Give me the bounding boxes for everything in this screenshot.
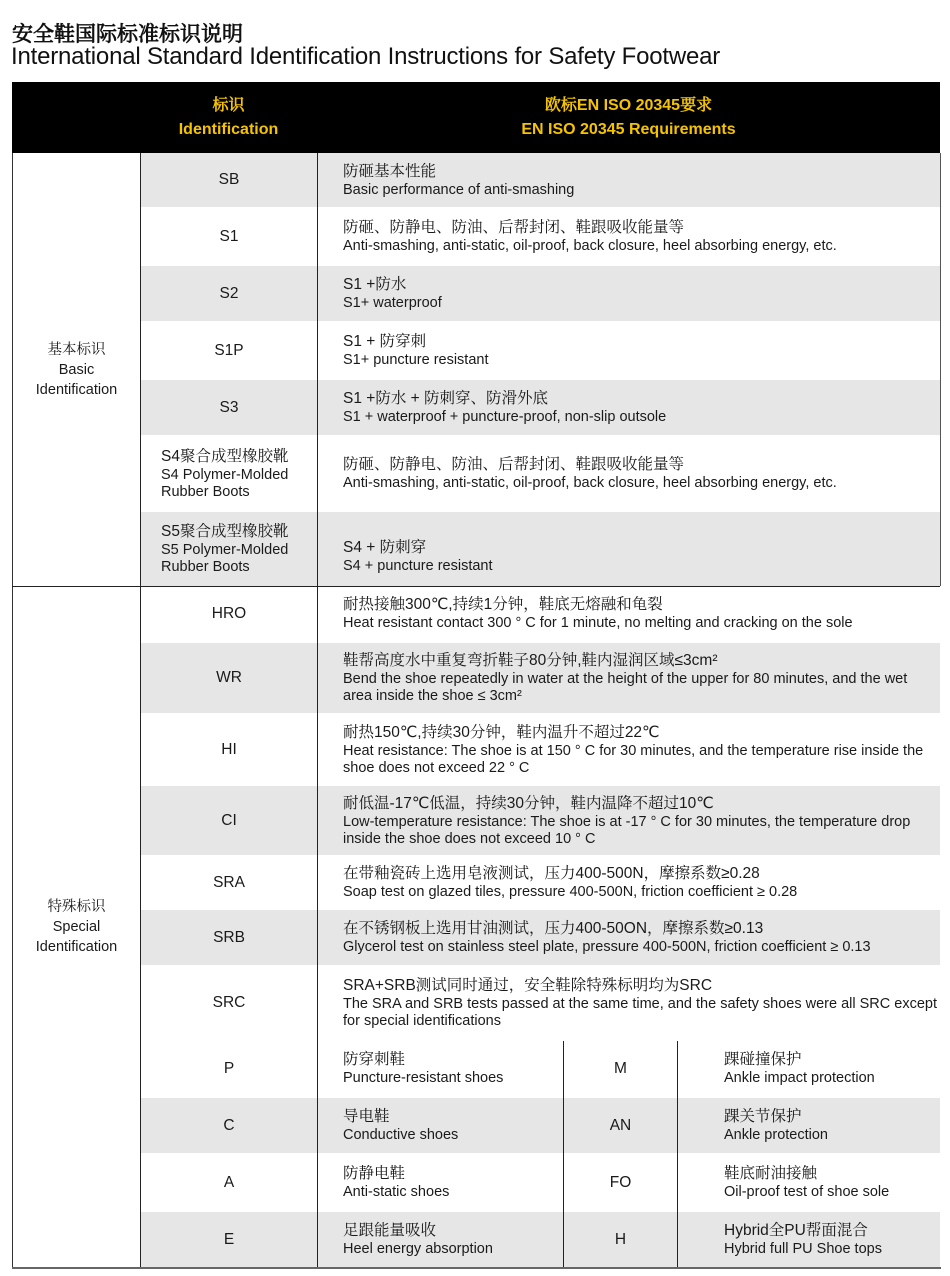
requirement-zh: 足跟能量吸收: [343, 1222, 437, 1239]
code-label: M: [614, 1059, 627, 1077]
code-label: AN: [609, 1116, 632, 1134]
code-label: FO: [609, 1173, 632, 1191]
header-identification: [140, 94, 317, 142]
requirement-en: Bend the shoe repeatedly in water at the height of the upper for 80 minutes, and the wet area inside the shoe ≤ 3cm²: [343, 671, 908, 704]
requirement-en: Glycerol test on stainless steel plate, pressure 400-500N, friction coefficient ≥ 0.13: [343, 939, 871, 955]
code-label: SRB: [213, 928, 245, 946]
requirement-zh: SRA+SRB测试同时通过，安全鞋除特殊标明均为SRC: [343, 977, 713, 994]
code-en-line1: S4 Polymer-Molded: [161, 466, 289, 483]
requirement-zh: 防砸基本性能: [343, 162, 437, 180]
requirement-en: Ankle protection: [724, 1127, 828, 1143]
header-id-en: Identification: [178, 121, 279, 138]
requirement-zh: 鞋帮高度水中重复弯折鞋子80分钟,鞋内湿润区域≤3cm²: [343, 652, 718, 669]
code-label: H: [614, 1230, 627, 1248]
requirement-description: [318, 967, 940, 1039]
identification-code: [141, 910, 317, 965]
identification-code: [141, 153, 317, 207]
code-label: HI: [221, 740, 237, 758]
requirement-zh: 在带釉瓷砖上选用皂液测试，压力400-500N，摩擦系数≥0.28: [343, 865, 760, 882]
requirement-description: [318, 910, 940, 965]
requirement-description: [318, 786, 940, 855]
requirement-zh: 耐热接触300℃,持续1分钟，鞋底无熔融和龟裂: [343, 596, 663, 613]
header-requirements: [317, 94, 940, 142]
requirement-description: [318, 715, 940, 784]
code-label: HRO: [211, 604, 247, 622]
requirement-en: The SRA and SRB tests passed at the same time, and the safety shoes were all SRC except for special identifications: [343, 996, 937, 1029]
code-label: P: [223, 1059, 235, 1077]
requirement-zh: 防砸、防静电、防油、后帮封闭、鞋跟吸收能量等: [343, 456, 685, 473]
code-label: WR: [216, 669, 242, 686]
requirement-zh: 踝碰撞保护: [724, 1051, 802, 1068]
code-label: SRC: [212, 994, 246, 1011]
requirement-description: [318, 266, 940, 321]
requirement-en: Basic performance of anti-smashing: [343, 181, 575, 198]
group-special-en1: Special: [52, 918, 101, 935]
requirement-zh: 鞋底耐油接触: [724, 1165, 818, 1182]
requirement-description: [318, 1212, 563, 1267]
requirement-zh: 踝关节保护: [724, 1108, 802, 1125]
requirement-en: Hybrid full PU Shoe tops: [724, 1241, 882, 1257]
requirement-description: [318, 153, 940, 207]
table-header: [12, 82, 940, 153]
requirement-en: Soap test on glazed tiles, pressure 400-500N, friction coefficient ≥ 0.28: [343, 884, 798, 900]
code-label: A: [223, 1173, 235, 1191]
requirement-en: Anti-static shoes: [343, 1184, 450, 1200]
requirement-zh: 防穿刺鞋: [343, 1051, 406, 1068]
requirement-en: Ankle impact protection: [724, 1070, 875, 1086]
identification-code: [141, 786, 317, 855]
requirement-description: [678, 1041, 940, 1096]
requirement-zh: 防砸、防静电、防油、后帮封闭、鞋跟吸收能量等: [343, 219, 685, 236]
identification-code: [141, 967, 317, 1039]
requirement-description: [318, 1098, 563, 1153]
requirement-zh: 导电鞋: [343, 1108, 390, 1125]
header-req-zh: 欧标EN ISO 20345要求: [544, 97, 713, 114]
requirement-description: [318, 643, 940, 713]
code-label: C: [223, 1116, 235, 1134]
requirement-description: [318, 1041, 563, 1096]
title-zh: 安全鞋国际标准标识说明: [12, 23, 243, 46]
identification-code: [564, 1155, 677, 1210]
identification-code: [141, 323, 317, 378]
code-label: SRA: [213, 873, 245, 891]
group-basic: [12, 153, 140, 586]
identification-code: [141, 512, 317, 586]
requirement-description: [678, 1212, 940, 1267]
group-basic-en1: Basic: [58, 361, 95, 378]
code-en-line2: Rubber Boots: [161, 483, 250, 500]
requirement-en: Heel energy absorption: [343, 1241, 493, 1257]
requirement-description: [318, 857, 940, 908]
identification-code: [141, 643, 317, 713]
header-id-zh: 标识: [212, 97, 245, 114]
code-label: E: [223, 1230, 235, 1248]
identification-code: [141, 857, 317, 908]
requirement-description: [318, 512, 940, 586]
requirement-description: [318, 209, 940, 264]
requirement-zh: S1 +防水: [343, 276, 407, 293]
requirement-zh: 耐热150℃,持续30分钟，鞋内温升不超过22℃: [343, 723, 660, 741]
requirement-description: [678, 1155, 940, 1210]
requirement-zh: S4 + 防刺穿: [343, 538, 427, 556]
requirement-zh: Hybrid全PU帮面混合: [724, 1222, 868, 1239]
requirement-en: S1+ puncture resistant: [343, 352, 489, 368]
divider: [12, 586, 940, 587]
divider: [940, 153, 941, 586]
requirement-en: Conductive shoes: [343, 1127, 459, 1143]
identification-code: [564, 1212, 677, 1267]
requirement-zh: 在不锈钢板上选用甘油测试，压力400-50ON，摩擦系数≥0.13: [343, 920, 764, 937]
code-en-line1: S5 Polymer-Molded: [161, 542, 289, 558]
divider: [12, 1267, 941, 1269]
identification-code: [141, 586, 317, 641]
requirement-description: [318, 323, 940, 378]
group-basic-zh: 基本标识: [47, 341, 106, 358]
code-label: S5聚合成型橡胶靴: [161, 523, 289, 540]
divider: [140, 153, 141, 1267]
code-en-line2: Rubber Boots: [161, 559, 250, 575]
identification-code: [141, 1041, 317, 1096]
code-label: S3: [219, 398, 239, 416]
identification-code: [141, 209, 317, 264]
identification-code: [141, 1098, 317, 1153]
requirement-en: Low-temperature resistance: The shoe is at -17 ° C for 30 minutes, the temperature drop inside the shoe does not exceed 10 ° C: [343, 813, 911, 847]
requirement-en: S4 + puncture resistant: [343, 557, 493, 574]
requirement-zh: 耐低温-17℃低温，持续30分钟，鞋内温降不超过10℃: [343, 794, 714, 812]
group-special-zh: 特殊标识: [47, 898, 106, 915]
group-basic-en2: Identification: [35, 381, 118, 398]
code-label: SB: [218, 171, 240, 188]
identification-code: [141, 380, 317, 435]
requirement-en: S1+ waterproof: [343, 295, 442, 311]
requirement-en: Heat resistance: The shoe is at 150 ° C for 30 minutes, and the temperature rise inside the shoe does not exceed 22 ° C: [343, 742, 924, 776]
group-special: [12, 586, 140, 1267]
requirement-en: Heat resistant contact 300 ° C for 1 minute, no melting and cracking on the sole: [343, 615, 853, 631]
requirement-en: Oil-proof test of shoe sole: [724, 1184, 890, 1200]
divider: [317, 153, 318, 1267]
code-label: S1P: [214, 341, 244, 359]
requirement-description: [318, 586, 940, 641]
requirement-en: Anti-smashing, anti-static, oil-proof, back closure, heel absorbing energy, etc.: [343, 238, 837, 254]
requirement-description: [318, 437, 940, 510]
requirement-en: Puncture-resistant shoes: [343, 1070, 504, 1086]
requirement-description: [318, 380, 940, 435]
divider: [563, 1041, 564, 1267]
divider: [677, 1041, 678, 1267]
identification-code: [141, 1212, 317, 1267]
identification-code: [141, 266, 317, 321]
requirement-zh: S1 +防水 + 防刺穿、防滑外底: [343, 390, 548, 407]
title-en: International Standard Identification Instructions for Safety Footwear: [11, 43, 721, 70]
identification-code: [141, 715, 317, 784]
requirement-en: Anti-smashing, anti-static, oil-proof, back closure, heel absorbing energy, etc.: [343, 475, 837, 491]
requirement-description: [678, 1098, 940, 1153]
code-label: S4聚合成型橡胶靴: [161, 447, 289, 465]
identification-code: [564, 1098, 677, 1153]
identification-code: [141, 437, 317, 510]
requirement-en: S1 + waterproof + puncture-proof, non-slip outsole: [343, 409, 667, 425]
requirement-description: [318, 1155, 563, 1210]
identification-code: [564, 1041, 677, 1096]
requirement-zh: 防静电鞋: [343, 1165, 406, 1182]
code-label: CI: [221, 811, 237, 829]
code-label: S1: [219, 227, 239, 245]
group-special-en2: Identification: [35, 938, 118, 955]
header-req-en: EN ISO 20345 Requirements: [521, 121, 736, 138]
identification-code: [141, 1155, 317, 1210]
requirement-zh: S1 + 防穿刺: [343, 333, 427, 350]
code-label: S2: [219, 284, 239, 302]
